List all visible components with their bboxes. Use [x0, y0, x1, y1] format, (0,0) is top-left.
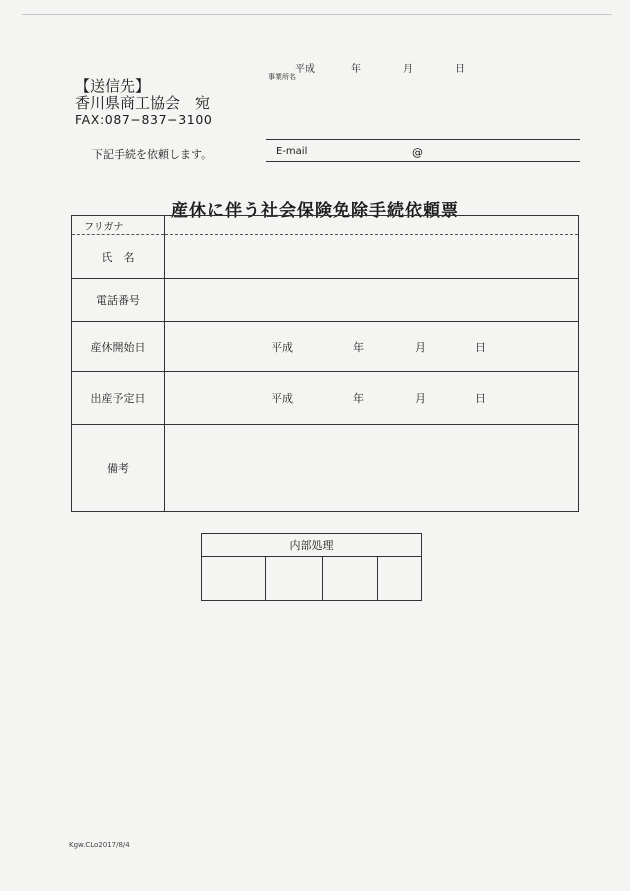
- date-month-unit: 月: [403, 64, 413, 75]
- internal-box: [378, 557, 422, 601]
- office-name-label: 事業所名: [268, 73, 296, 81]
- due-date-era: 平成: [271, 392, 293, 405]
- leave-start-row: [72, 322, 579, 372]
- request-form-table: [71, 215, 579, 512]
- due-date-row: [72, 372, 579, 425]
- phone-label: 電話番号: [72, 279, 165, 322]
- leave-start-day: 日: [475, 340, 486, 354]
- page-top-edge: [22, 14, 612, 15]
- remarks-field[interactable]: [165, 425, 579, 512]
- email-at-mark: @: [412, 146, 423, 159]
- date-day-unit: 日: [455, 64, 465, 75]
- due-date-field[interactable]: [165, 372, 579, 425]
- request-note: 下記手続を依頼します。: [92, 148, 213, 161]
- recipient-name: 香川県商工協会 宛: [75, 94, 211, 113]
- email-label: E-mail: [276, 146, 308, 157]
- phone-row: [72, 279, 579, 322]
- furigana-row: [72, 216, 579, 235]
- leave-start-label: 産休開始日: [72, 322, 165, 372]
- due-date-month: 月: [415, 392, 426, 405]
- recipient-heading: 【送信先】: [75, 77, 151, 95]
- email-line[interactable]: [266, 161, 580, 162]
- leave-start-era: 平成: [271, 340, 293, 354]
- remarks-row: [72, 425, 579, 512]
- name-field[interactable]: [165, 235, 579, 279]
- form-code: Kgw.CLo2017/8/4: [69, 841, 130, 849]
- recipient-block: [75, 78, 212, 127]
- date-era: 平成: [295, 64, 315, 75]
- furigana-label: フリガナ: [72, 216, 165, 235]
- internal-box: [202, 557, 266, 601]
- name-label: 氏 名: [72, 235, 165, 279]
- internal-box: [266, 557, 323, 601]
- internal-processing-title: 内部処理: [202, 534, 422, 557]
- date-year-unit: 年: [351, 64, 361, 75]
- due-date-day: 日: [475, 392, 486, 405]
- due-date-year: 年: [353, 392, 364, 405]
- leave-start-field[interactable]: [165, 322, 579, 372]
- office-name-line[interactable]: [266, 139, 580, 140]
- internal-box: [323, 557, 378, 601]
- remarks-label: 備考: [72, 425, 165, 512]
- phone-field[interactable]: [165, 279, 579, 322]
- due-date-label: 出産予定日: [72, 372, 165, 425]
- leave-start-month: 月: [415, 340, 426, 354]
- form-title: 産休に伴う社会保険免除手続依頼票: [171, 201, 459, 221]
- recipient-fax: FAX:087−837−3100: [75, 111, 213, 127]
- internal-processing-table: [201, 533, 422, 601]
- leave-start-year: 年: [353, 340, 364, 354]
- furigana-field[interactable]: [165, 216, 579, 235]
- name-row: [72, 235, 579, 279]
